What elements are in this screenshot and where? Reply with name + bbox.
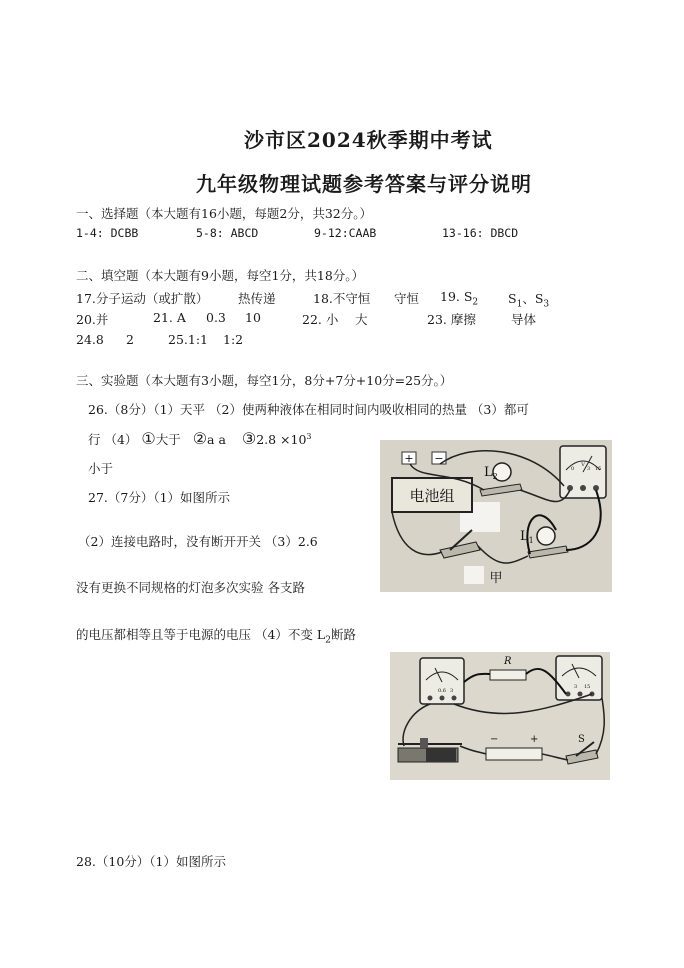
answer-19a (440, 289, 478, 308)
answer-1-4: 1-4: DCBB (76, 226, 139, 240)
v-scale-0: 0 (571, 466, 575, 472)
figure-caption-jia: 甲 (489, 571, 503, 586)
answer-17a: 17.分子运动（或扩散） (76, 291, 209, 306)
circuit-figure-1 (380, 440, 612, 592)
circuit-figure-2 (390, 652, 610, 780)
answer-19a-text: 19. S (440, 289, 473, 304)
answer-18a: 18.不守恒 (313, 291, 371, 306)
battery-minus: − (490, 734, 499, 745)
battery-label: 电池组 (409, 487, 455, 505)
v-scale-3: 3 (587, 466, 591, 472)
answer-20: 20.并 (76, 312, 109, 327)
minus-sign: − (434, 452, 444, 465)
q27-line-4-end: 断路 (330, 627, 356, 642)
answer-22b: 大 (355, 312, 368, 327)
v-scale-15: 15 (595, 466, 602, 472)
q27-line-3: 没有更换不同规格的灯泡多次实验 各支路 (76, 580, 305, 595)
label-l1-sub: 1 (528, 536, 534, 545)
answer-17b: 热传递 (238, 291, 276, 306)
q26-line-1: 26.（8分）（1）天平 （2）使两种液体在相同时间内吸收相同的热量 （3）都可 (88, 402, 529, 417)
circled-1: ① (141, 429, 156, 448)
answer-19b-s1-sub: 1 (516, 299, 523, 310)
answer-21c: 10 (245, 310, 261, 325)
q26-line-2-lead: 行 （4） (88, 432, 138, 447)
v-scale-3b: 3 (574, 684, 578, 690)
a-scale-06: 0.6 (438, 688, 446, 694)
v-scale-v: V (581, 462, 585, 468)
answer-24a: 24.8 (76, 332, 104, 347)
title-line-2: 九年级物理试题参考答案与评分说明 (196, 172, 532, 196)
circled-3: ③ (241, 429, 257, 448)
title-line-1: 沙市区2024秋季期中考试 (244, 128, 493, 152)
answer-21a: 21. A (153, 310, 186, 325)
answer-19a-sub: 2 (472, 297, 479, 308)
label-l2-sub: 2 (492, 472, 498, 481)
q26-ans-3: 2.8 ×10 (256, 432, 307, 447)
q26-ans-2: a a (207, 432, 226, 447)
answer-21b: 0.3 (206, 310, 226, 325)
plus-sign: + (404, 452, 414, 465)
circuit-figure-2-drawing (390, 652, 610, 780)
answer-23b: 导体 (511, 312, 537, 327)
q27-line-2: （2）连接电路时，没有断开开关 （3）2.6 (78, 534, 318, 549)
v-scale-15b: 15 (584, 684, 591, 690)
battery-plus: + (530, 734, 539, 745)
q26-line-2 (88, 429, 312, 448)
answer-25b: 1:2 (223, 332, 244, 347)
q26-line-3: 小于 (88, 461, 114, 476)
answer-22a: 22. 小 (302, 312, 339, 327)
circuit-figure-1-drawing (380, 440, 612, 592)
answer-13-16: 13-16: DBCD (442, 226, 519, 240)
answer-24b: 2 (126, 332, 134, 347)
q26-ans-3-sup: 3 (306, 431, 312, 441)
q28-line-1: 28.（10分）（1）如图所示 (76, 854, 226, 869)
answer-9-12: 9-12:CAAB (314, 226, 377, 240)
a-scale-3: 3 (450, 688, 454, 694)
answer-19b-s3-sub: 3 (543, 299, 550, 310)
answer-18b: 守恒 (394, 291, 420, 306)
answer-19b-s1: S (508, 291, 517, 306)
q27-line-4-sub: 2 (325, 635, 331, 646)
answer-23a: 23. 摩擦 (427, 312, 476, 327)
answer-5-8: 5-8: ABCD (196, 226, 259, 240)
section-1-heading: 一、选择题（本大题有16小题，每题2分，共32分。） (76, 206, 373, 221)
switch-label: S (578, 734, 585, 745)
resistor-label: R (504, 656, 512, 667)
q27-line-4-text: 的电压都相等且等于电源的电压 （4）不变 L (76, 627, 326, 642)
answer-19b-s3: 、S (522, 291, 544, 306)
section-3-heading: 三、实验题（本大题有3小题，每空1分，8分+7分+10分=25分。） (76, 373, 453, 388)
answer-25a: 25.1:1 (168, 332, 208, 347)
label-l2-text: L (484, 465, 493, 480)
q27-line-4 (76, 625, 356, 646)
circled-2: ② (192, 429, 208, 448)
answer-19b (508, 289, 549, 310)
q26-ans-1: 大于 (155, 432, 181, 447)
section-2-heading: 二、填空题（本大题有9小题，每空1分，共18分。） (76, 268, 365, 283)
label-l1-text: L (520, 529, 529, 544)
q27-line-1: 27.（7分）（1）如图所示 (88, 490, 231, 505)
